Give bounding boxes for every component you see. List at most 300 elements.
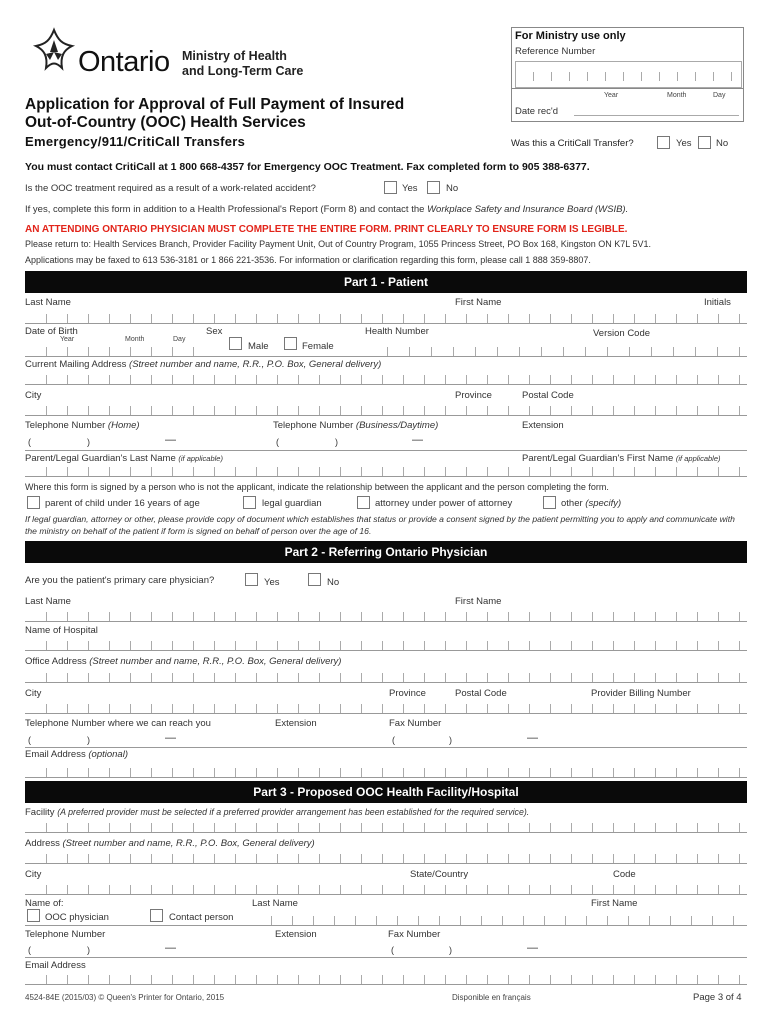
- p2-primary-yes-label: Yes: [264, 577, 280, 588]
- field-divider-tick: [445, 612, 446, 621]
- field-divider-tick: [340, 854, 341, 863]
- p1-tel-business-label: Telephone Number (Business/Daytime): [273, 420, 439, 431]
- field-divider-tick: [67, 612, 68, 621]
- p1-female-checkbox[interactable]: [284, 337, 297, 350]
- field-divider-tick: [550, 768, 551, 777]
- field-divider-tick: [634, 612, 635, 621]
- field-divider-tick: [466, 467, 467, 476]
- field-divider-tick: [409, 347, 410, 356]
- field-divider-tick: [298, 314, 299, 323]
- field-divider-tick: [731, 72, 732, 81]
- p1-attorney-checkbox[interactable]: [357, 496, 370, 509]
- p1-extension-label: Extension: [522, 420, 564, 431]
- field-divider-tick: [586, 916, 587, 925]
- field-divider-tick: [319, 673, 320, 682]
- p2-primary-question: Are you the patient's primary care physician?: [25, 575, 215, 586]
- field-divider-tick: [571, 885, 572, 894]
- field-divider-tick: [571, 704, 572, 713]
- field-divider-tick: [670, 916, 671, 925]
- trillium-logo-icon: [28, 26, 80, 76]
- p3-contact-person-checkbox[interactable]: [150, 909, 163, 922]
- p3-address-field[interactable]: [25, 863, 747, 864]
- field-divider-tick: [445, 314, 446, 323]
- p1-attorney-label: attorney under power of attorney: [375, 498, 513, 509]
- field-divider-tick: [697, 612, 698, 621]
- field-divider-tick: [739, 347, 740, 356]
- fax-info-text: Applications may be faxed to 613 536-3181 or 1 866 221-3536. For information or clarification regarding this form, please call 1 888 359-8807.: [25, 255, 591, 265]
- criticall-yes-checkbox[interactable]: [657, 136, 670, 149]
- field-divider-tick: [256, 406, 257, 415]
- field-divider-tick: [256, 885, 257, 894]
- field-divider-tick: [569, 72, 570, 81]
- field-divider-tick: [739, 641, 740, 650]
- field-divider-tick: [319, 885, 320, 894]
- field-divider-tick: [629, 347, 630, 356]
- field-divider-tick: [466, 612, 467, 621]
- field-divider-tick: [418, 916, 419, 925]
- field-divider-tick: [718, 314, 719, 323]
- field-divider-tick: [67, 641, 68, 650]
- field-divider-tick: [382, 885, 383, 894]
- field-divider-tick: [541, 347, 542, 356]
- field-divider-tick: [298, 975, 299, 984]
- field-divider-tick: [151, 768, 152, 777]
- field-divider-tick: [319, 854, 320, 863]
- field-divider-tick: [376, 916, 377, 925]
- field-divider-tick: [613, 314, 614, 323]
- field-divider-tick: [739, 768, 740, 777]
- field-divider-tick: [130, 314, 131, 323]
- date-received-field[interactable]: [574, 102, 739, 116]
- field-divider-tick: [235, 375, 236, 384]
- p3-phone-row-field[interactable]: [25, 957, 747, 958]
- field-divider-tick: [403, 641, 404, 650]
- field-divider-tick: [697, 314, 698, 323]
- field-divider-tick: [361, 673, 362, 682]
- field-divider-tick: [403, 375, 404, 384]
- field-divider-tick: [319, 314, 320, 323]
- field-divider-tick: [193, 975, 194, 984]
- field-divider-tick: [697, 704, 698, 713]
- field-divider-tick: [487, 704, 488, 713]
- field-divider-tick: [172, 375, 173, 384]
- p2-city-label: City: [25, 688, 42, 699]
- date-day-label: Day: [713, 92, 726, 99]
- field-divider-tick: [193, 375, 194, 384]
- field-divider-tick: [193, 406, 194, 415]
- field-divider-tick: [641, 72, 642, 81]
- p3-email-field[interactable]: [25, 984, 747, 985]
- field-divider-tick: [340, 375, 341, 384]
- field-divider-tick: [655, 406, 656, 415]
- field-divider-tick: [655, 854, 656, 863]
- field-divider-tick: [277, 612, 278, 621]
- field-divider-tick: [592, 673, 593, 682]
- field-divider-tick: [550, 823, 551, 832]
- physician-warning: AN ATTENDING ONTARIO PHYSICIAN MUST COMPLETE THE ENTIRE FORM. PRINT CLEARLY TO ENSURE FORM IS LEGIBLE.: [25, 224, 628, 235]
- p2-primary-yes-checkbox[interactable]: [245, 573, 258, 586]
- field-divider-tick: [256, 375, 257, 384]
- page-number: Page 3 of 4: [693, 992, 742, 1003]
- p3-ooc-physician-checkbox[interactable]: [27, 909, 40, 922]
- p2-hospital-field[interactable]: [25, 650, 747, 651]
- field-divider-tick: [403, 885, 404, 894]
- field-divider-tick: [88, 641, 89, 650]
- field-divider-tick: [651, 347, 652, 356]
- field-divider-tick: [151, 375, 152, 384]
- p1-city-row-field[interactable]: [25, 415, 747, 416]
- field-divider-tick: [67, 975, 68, 984]
- field-divider-tick: [319, 641, 320, 650]
- field-divider-tick: [613, 768, 614, 777]
- field-divider-tick: [445, 768, 446, 777]
- field-divider-tick: [424, 375, 425, 384]
- field-divider-tick: [592, 314, 593, 323]
- p1-legal-guardian-checkbox[interactable]: [243, 496, 256, 509]
- p1-other-checkbox[interactable]: [543, 496, 556, 509]
- field-divider-tick: [550, 854, 551, 863]
- p2-first-name-label: First Name: [455, 596, 502, 607]
- field-divider-tick: [340, 975, 341, 984]
- p2-extension-label: Extension: [275, 718, 317, 729]
- field-divider-tick: [673, 347, 674, 356]
- p3-extension-label: Extension: [275, 929, 317, 940]
- p2-last-name-label: Last Name: [25, 596, 71, 607]
- field-divider-tick: [550, 406, 551, 415]
- field-divider-tick: [571, 467, 572, 476]
- field-divider-tick: [592, 612, 593, 621]
- field-divider-tick: [445, 704, 446, 713]
- field-divider-tick: [466, 823, 467, 832]
- p1-parent-checkbox[interactable]: [27, 496, 40, 509]
- field-divider-tick: [235, 641, 236, 650]
- p1-guardian-first-label: Parent/Legal Guardian's First Name (if applicable): [522, 453, 721, 464]
- p2-name-row-field[interactable]: [25, 621, 747, 622]
- field-divider-tick: [340, 673, 341, 682]
- field-divider-tick: [508, 885, 509, 894]
- field-divider-tick: [319, 823, 320, 832]
- field-divider-tick: [571, 854, 572, 863]
- field-divider-tick: [361, 406, 362, 415]
- field-divider-tick: [277, 375, 278, 384]
- p1-name-row-field[interactable]: [25, 323, 747, 324]
- p2-email-field[interactable]: [25, 777, 747, 778]
- field-divider-tick: [634, 704, 635, 713]
- field-divider-tick: [497, 347, 498, 356]
- field-divider-tick: [130, 673, 131, 682]
- field-divider-tick: [67, 823, 68, 832]
- field-divider-tick: [508, 375, 509, 384]
- work-related-no-checkbox[interactable]: [427, 181, 440, 194]
- field-divider-tick: [718, 823, 719, 832]
- p2-hospital-label: Name of Hospital: [25, 625, 98, 636]
- field-divider-tick: [550, 885, 551, 894]
- field-divider-tick: [739, 704, 740, 713]
- p1-dob-row-field[interactable]: [25, 356, 747, 357]
- field-divider-tick: [739, 823, 740, 832]
- field-divider-tick: [46, 768, 47, 777]
- field-divider-tick: [109, 375, 110, 384]
- field-divider-tick: [67, 406, 68, 415]
- p2-phone-row-field[interactable]: [25, 747, 747, 748]
- p2-office-field[interactable]: [25, 682, 747, 683]
- field-divider-tick: [256, 823, 257, 832]
- field-divider-tick: [445, 823, 446, 832]
- field-divider-tick: [382, 467, 383, 476]
- field-divider-tick: [697, 406, 698, 415]
- field-divider-tick: [508, 975, 509, 984]
- field-divider-tick: [46, 347, 47, 356]
- field-divider-tick: [676, 975, 677, 984]
- date-month-label: Month: [667, 92, 687, 99]
- p3-name-of-label: Name of:: [25, 898, 64, 909]
- field-divider-tick: [676, 314, 677, 323]
- p2-postal-label: Postal Code: [455, 688, 507, 699]
- field-divider-tick: [109, 823, 110, 832]
- field-divider-tick: [130, 704, 131, 713]
- field-divider-tick: [508, 768, 509, 777]
- field-divider-tick: [649, 916, 650, 925]
- field-divider-tick: [739, 673, 740, 682]
- field-divider-tick: [193, 854, 194, 863]
- field-divider-tick: [151, 673, 152, 682]
- field-divider-tick: [508, 854, 509, 863]
- field-divider-tick: [739, 375, 740, 384]
- field-divider-tick: [551, 72, 552, 81]
- field-divider-tick: [655, 375, 656, 384]
- ministry-name-line2: and Long-Term Care: [182, 64, 304, 78]
- field-divider-tick: [151, 612, 152, 621]
- field-divider-tick: [508, 673, 509, 682]
- field-divider-tick: [193, 467, 194, 476]
- field-divider-tick: [550, 314, 551, 323]
- field-divider-tick: [256, 768, 257, 777]
- field-divider-tick: [235, 975, 236, 984]
- p3-fax-label: Fax Number: [388, 929, 441, 940]
- field-divider-tick: [565, 916, 566, 925]
- p3-name-row-field[interactable]: [25, 925, 747, 926]
- field-divider-tick: [529, 704, 530, 713]
- field-divider-tick: [571, 641, 572, 650]
- p1-guardian-row-field[interactable]: [25, 476, 747, 477]
- p1-province-label: Province: [455, 390, 492, 401]
- field-divider-tick: [634, 467, 635, 476]
- field-divider-tick: [193, 314, 194, 323]
- field-divider-tick: [695, 347, 696, 356]
- field-divider-tick: [613, 673, 614, 682]
- field-divider-tick: [298, 823, 299, 832]
- p1-female-label: Female: [302, 341, 334, 352]
- field-divider-tick: [109, 467, 110, 476]
- field-divider-tick: [277, 673, 278, 682]
- field-divider-tick: [487, 375, 488, 384]
- field-divider-tick: [466, 704, 467, 713]
- field-divider-tick: [508, 823, 509, 832]
- field-divider-tick: [460, 916, 461, 925]
- field-divider-tick: [655, 885, 656, 894]
- field-divider-tick: [487, 823, 488, 832]
- p3-facility-field[interactable]: [25, 832, 747, 833]
- field-divider-tick: [214, 467, 215, 476]
- p1-dob-day-label: Day: [173, 336, 186, 343]
- field-divider-tick: [277, 641, 278, 650]
- field-divider-tick: [298, 704, 299, 713]
- p3-tel-label: Telephone Number: [25, 929, 106, 940]
- field-divider-tick: [439, 916, 440, 925]
- field-divider-tick: [172, 768, 173, 777]
- field-divider-tick: [613, 854, 614, 863]
- field-divider-tick: [623, 72, 624, 81]
- field-divider-tick: [382, 854, 383, 863]
- field-divider-tick: [592, 467, 593, 476]
- field-divider-tick: [403, 704, 404, 713]
- field-divider-tick: [298, 885, 299, 894]
- field-divider-tick: [445, 885, 446, 894]
- field-divider-tick: [382, 612, 383, 621]
- field-divider-tick: [424, 612, 425, 621]
- field-divider-tick: [655, 823, 656, 832]
- p3-contact-person-label: Contact person: [169, 912, 234, 923]
- field-divider-tick: [172, 854, 173, 863]
- field-divider-tick: [88, 673, 89, 682]
- field-divider-tick: [193, 823, 194, 832]
- field-divider-tick: [613, 467, 614, 476]
- field-divider-tick: [46, 314, 47, 323]
- field-divider-tick: [130, 975, 131, 984]
- field-divider-tick: [319, 406, 320, 415]
- field-divider-tick: [334, 916, 335, 925]
- p1-health-number-label: Health Number: [365, 326, 429, 337]
- field-divider-tick: [424, 314, 425, 323]
- p1-dob-month-label: Month: [125, 336, 145, 343]
- field-divider-tick: [298, 641, 299, 650]
- field-divider-tick: [508, 314, 509, 323]
- p1-phone-row-field[interactable]: [25, 450, 747, 451]
- field-divider-tick: [151, 406, 152, 415]
- p1-version-code-label: Version Code: [593, 328, 651, 339]
- field-divider-tick: [733, 916, 734, 925]
- field-divider-tick: [718, 768, 719, 777]
- field-divider-tick: [382, 673, 383, 682]
- p2-primary-no-checkbox[interactable]: [308, 573, 321, 586]
- field-divider-tick: [109, 885, 110, 894]
- field-divider-tick: [676, 467, 677, 476]
- field-divider-tick: [487, 406, 488, 415]
- field-divider-tick: [277, 885, 278, 894]
- field-divider-tick: [676, 612, 677, 621]
- field-divider-tick: [109, 347, 110, 356]
- field-divider-tick: [130, 406, 131, 415]
- field-divider-tick: [634, 975, 635, 984]
- field-divider-tick: [151, 347, 152, 356]
- field-divider-tick: [529, 768, 530, 777]
- field-divider-tick: [214, 375, 215, 384]
- field-divider-tick: [67, 347, 68, 356]
- field-divider-tick: [235, 823, 236, 832]
- field-divider-tick: [214, 406, 215, 415]
- field-divider-tick: [130, 375, 131, 384]
- field-divider-tick: [529, 975, 530, 984]
- field-divider-tick: [431, 347, 432, 356]
- field-divider-tick: [718, 704, 719, 713]
- field-divider-tick: [88, 467, 89, 476]
- part1-header: Part 1 - Patient: [25, 271, 747, 293]
- field-divider-tick: [382, 375, 383, 384]
- field-divider-tick: [655, 768, 656, 777]
- field-divider-tick: [634, 406, 635, 415]
- field-divider-tick: [713, 72, 714, 81]
- field-divider-tick: [214, 641, 215, 650]
- field-divider-tick: [718, 673, 719, 682]
- field-divider-tick: [697, 975, 698, 984]
- field-divider-tick: [445, 641, 446, 650]
- field-divider-tick: [172, 347, 173, 356]
- field-divider-tick: [151, 641, 152, 650]
- criticall-no-checkbox[interactable]: [698, 136, 711, 149]
- field-divider-tick: [550, 375, 551, 384]
- field-divider-tick: [739, 314, 740, 323]
- field-divider-tick: [277, 975, 278, 984]
- field-divider-tick: [256, 467, 257, 476]
- return-address-text: Please return to: Health Services Branch, Provider Facility Payment Unit, Out of Country Program, 1055 Princess Street, PO Box 168, Kingston ON K7L 5V1.: [25, 239, 651, 249]
- reference-number-field[interactable]: [515, 61, 742, 88]
- field-divider-tick: [424, 673, 425, 682]
- p1-mailing-field[interactable]: [25, 384, 747, 385]
- field-divider-tick: [109, 641, 110, 650]
- p1-last-name-label: Last Name: [25, 297, 71, 308]
- field-divider-tick: [695, 72, 696, 81]
- field-divider-tick: [361, 975, 362, 984]
- field-divider-tick: [319, 612, 320, 621]
- p2-city-row-field[interactable]: [25, 713, 747, 714]
- field-divider-tick: [424, 975, 425, 984]
- field-divider-tick: [529, 885, 530, 894]
- field-divider-tick: [277, 467, 278, 476]
- field-divider-tick: [634, 854, 635, 863]
- field-divider-tick: [466, 375, 467, 384]
- field-divider-tick: [424, 768, 425, 777]
- field-divider-tick: [487, 612, 488, 621]
- field-divider-tick: [46, 823, 47, 832]
- field-divider-tick: [151, 314, 152, 323]
- field-divider-tick: [550, 975, 551, 984]
- field-divider-tick: [361, 823, 362, 832]
- field-divider-tick: [151, 823, 152, 832]
- field-divider-tick: [613, 885, 614, 894]
- field-divider-tick: [592, 885, 593, 894]
- field-divider-tick: [550, 612, 551, 621]
- p1-legal-note: If legal guardian, attorney or other, please provide copy of document which establishes that status or provide a consent signed by the patient permitting you to apply and communicate with the ministry on behalf of the patient if form is signed on behalf of person over the age of 16.: [25, 514, 735, 536]
- field-divider-tick: [292, 916, 293, 925]
- p1-city-label: City: [25, 390, 42, 401]
- field-divider-tick: [655, 467, 656, 476]
- field-divider-tick: [277, 314, 278, 323]
- field-divider-tick: [613, 406, 614, 415]
- field-divider-tick: [697, 854, 698, 863]
- field-divider-tick: [487, 768, 488, 777]
- field-divider-tick: [676, 375, 677, 384]
- field-divider-tick: [508, 406, 509, 415]
- p3-facility-label: Facility (A preferred provider must be selected if a preferred provider arrangement has been established for the required service).: [25, 807, 530, 818]
- field-divider-tick: [592, 704, 593, 713]
- field-divider-tick: [634, 673, 635, 682]
- p1-male-checkbox[interactable]: [229, 337, 242, 350]
- field-divider-tick: [445, 854, 446, 863]
- work-related-yes-checkbox[interactable]: [384, 181, 397, 194]
- field-divider-tick: [403, 768, 404, 777]
- field-divider-tick: [550, 641, 551, 650]
- p3-city-row-field[interactable]: [25, 894, 747, 895]
